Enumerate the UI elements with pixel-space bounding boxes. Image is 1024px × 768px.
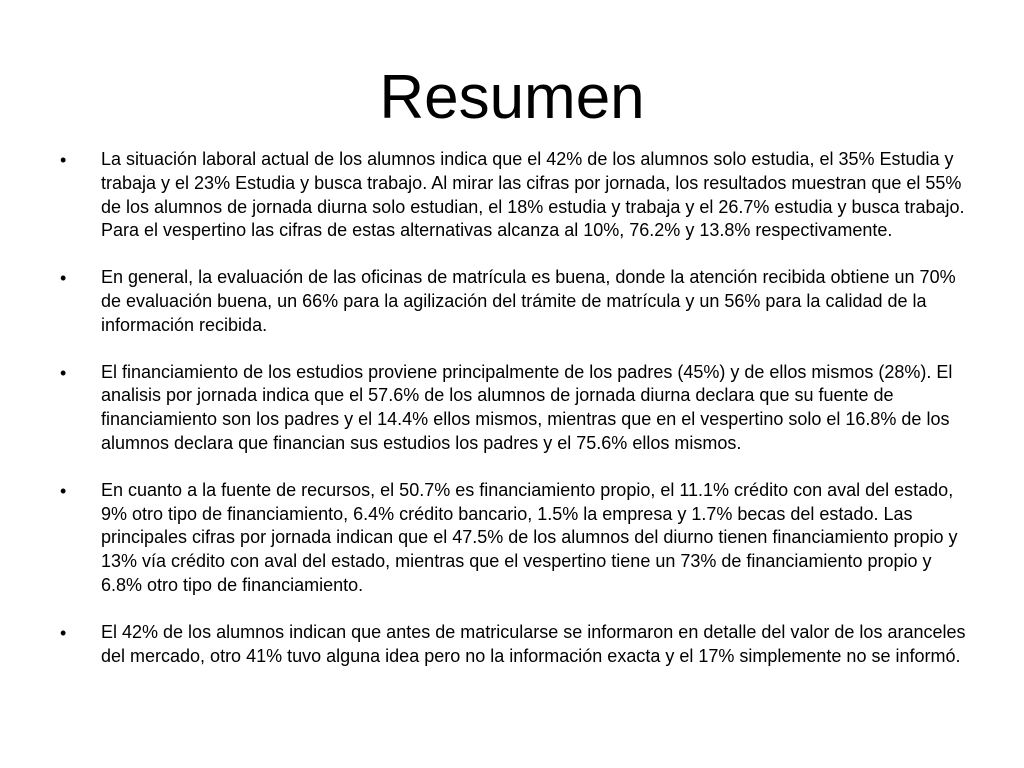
bullet-item-3 (0, 361, 1024, 456)
bullet-dot-icon: • (60, 480, 67, 501)
bullet-dot-icon: • (60, 150, 67, 170)
bullet-dot-icon: • (60, 268, 67, 289)
bullet-text: La situación laboral actual de los alumnos indica que el 42% de los alumnos solo estudia, el 35% Estudia y trabaja y el 23% Estudia y busca trabajo. Al mirar las cifras por jornada, los resultados muestran que el 55% de los alumnos de jornada diurna solo estudian, el 18% estudia y trabaja y el 26.7% estudia y busca trabajo. Para el vespertino las cifras de estas alternativas alcanza al 10%, 76.2% y 13.8% respectivamente. (101, 149, 965, 241)
bullet-text: En cuanto a la fuente de recursos, el 50.7% es financiamiento propio, el 11.1% crédito con aval del estado, 9% otro tipo de financiamiento, 6.4% crédito bancario, 1.5% la empresa y 1.7% becas del estado. Las principales cifras por jornada indican que el 47.5% de los alumnos del diurno tienen financiamiento propio y 13% vía crédito con aval del estado, mientras que el vespertino tiene un 73% de financiamiento propio y 6.8% otro tipo de financiamiento. (101, 479, 958, 595)
bullet-dot-icon: • (60, 622, 67, 643)
slide-title: Resumen (379, 63, 645, 132)
bullet-dot-icon: • (60, 362, 67, 383)
bullet-item-5 (0, 621, 1024, 669)
bullet-list (0, 148, 1024, 691)
bullet-text: El financiamiento de los estudios proviene principalmente de los padres (45%) y de ellos mismos (28%). El analisis por jornada indica que el 57.6% de los alumnos de jornada diurna declara que su fuente de financiamiento son los padres y el 14.4% ellos mismos, mientras que en el vespertino solo el 16.8% de los alumnos declara que financian sus estudios los padres y el 75.6% ellos mismos. (101, 361, 953, 453)
bullet-text: En general, la evaluación de las oficinas de matrícula es buena, donde la atención recibida obtiene un 70% de evaluación buena, un 66% para la agilización del trámite de matrícula y un 56% para la calidad de la información recibida. (101, 267, 956, 335)
bullet-item-2 (0, 266, 1024, 337)
bullet-item-1 (0, 148, 1024, 243)
bullet-text: El 42% de los alumnos indican que antes de matricularse se informaron en detalle del valor de los aranceles del mercado, otro 41% tuvo alguna idea pero no la información exacta y el 17% simplemente no se informó. (101, 621, 966, 666)
bullet-item-4 (0, 479, 1024, 598)
